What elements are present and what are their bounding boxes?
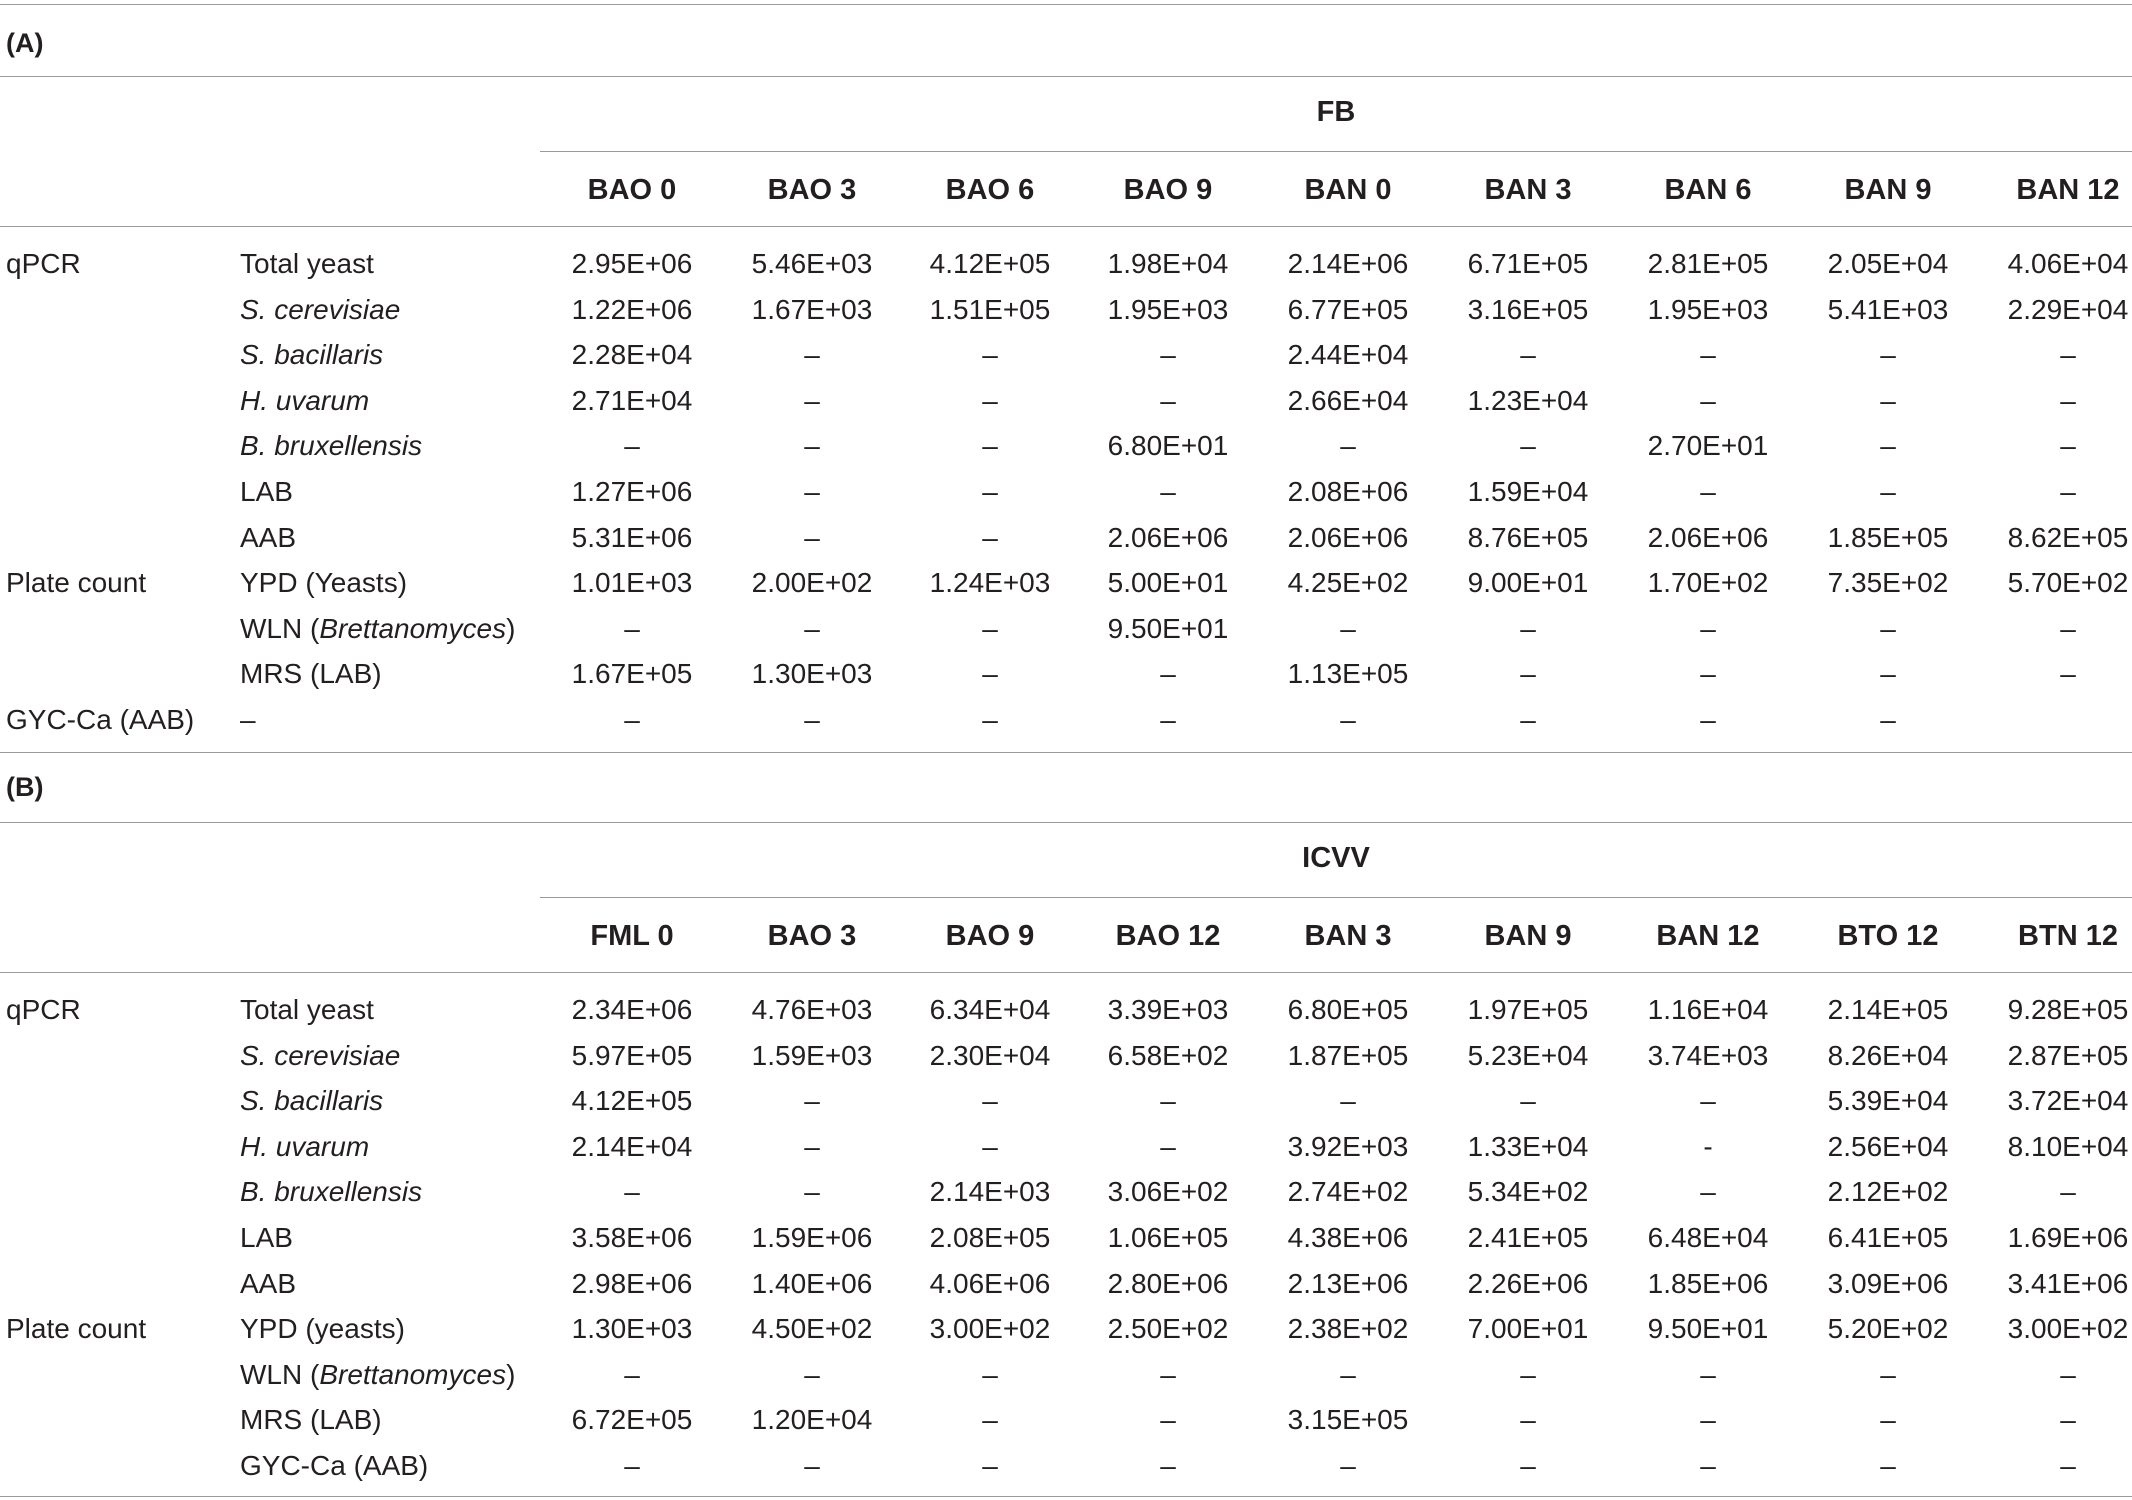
value-cell: – [1880, 658, 1896, 690]
target-cell: B. bruxellensis [240, 430, 423, 462]
value-cell: 4.76E+03 [751, 994, 873, 1025]
value-cell: – [982, 430, 998, 462]
value-cell: – [624, 1176, 640, 1208]
value-cell: – [624, 612, 640, 644]
value-cell: – [1160, 476, 1176, 507]
value-cell: – [624, 1450, 640, 1481]
value-cell: – [1880, 704, 1896, 735]
value-cell: 1.40E+06 [751, 1267, 873, 1299]
table-bottom-rule [0, 1496, 2132, 1497]
table-row [0, 651, 2132, 697]
value-cell: 3.16E+05 [1467, 293, 1589, 325]
column-header: BAO 3 [767, 920, 857, 952]
target-cell: MRS (LAB) [240, 1404, 382, 1436]
value-cell: – [1880, 1358, 1896, 1390]
value-cell: 3.58E+06 [571, 1222, 693, 1253]
value-cell: 2.50E+02 [1107, 1313, 1229, 1345]
table-row [0, 241, 2132, 287]
value-cell: – [624, 1358, 640, 1390]
value-cell: – [804, 384, 820, 416]
value-cell: – [1160, 704, 1176, 735]
value-cell: 2.28E+04 [571, 339, 693, 371]
value-cell: 2.08E+06 [1287, 476, 1409, 507]
value-cell: 1.22E+06 [571, 293, 693, 325]
table-row [0, 1443, 2132, 1489]
table-row [0, 423, 2132, 469]
value-cell: – [1880, 384, 1896, 416]
method-cell: Plate count [6, 1313, 147, 1345]
header-rule [0, 226, 2132, 227]
value-cell: – [2060, 1404, 2076, 1436]
value-cell: – [1880, 430, 1896, 462]
value-cell: 2.87E+05 [2007, 1039, 2129, 1071]
value-cell: – [1700, 476, 1716, 507]
target-cell: LAB [240, 1222, 293, 1253]
table-row [0, 469, 2132, 515]
value-cell: 2.13E+06 [1287, 1267, 1409, 1299]
table-row [0, 987, 2132, 1033]
value-cell: – [1160, 1085, 1176, 1117]
value-cell: 8.10E+04 [2007, 1130, 2129, 1162]
value-cell: 2.56E+04 [1827, 1130, 1949, 1162]
value-cell: 5.97E+05 [571, 1039, 693, 1071]
table-row [0, 697, 2132, 743]
value-cell: – [982, 521, 998, 553]
value-cell: 3.09E+06 [1827, 1267, 1949, 1299]
column-header: BAO 9 [945, 920, 1035, 952]
target-cell: YPD (Yeasts) [240, 567, 408, 599]
header-rule [0, 972, 2132, 973]
value-cell: 4.50E+02 [751, 1313, 873, 1345]
target-cell: LAB [240, 476, 293, 507]
value-cell: – [2060, 476, 2076, 507]
value-cell: 1.95E+03 [1647, 293, 1769, 325]
target-cell: MRS (LAB) [240, 658, 382, 690]
value-cell: – [2060, 339, 2076, 371]
target-cell: S. bacillaris [240, 339, 384, 371]
value-cell: – [804, 339, 820, 371]
value-cell: 5.70E+02 [2007, 567, 2129, 599]
value-cell: 2.70E+01 [1647, 430, 1769, 462]
target-cell: WLN (Brettanomyces) [240, 1358, 516, 1390]
value-cell: 2.30E+04 [929, 1039, 1051, 1071]
value-cell: – [1880, 476, 1896, 507]
value-cell: 5.39E+04 [1827, 1085, 1949, 1117]
column-header: BAN 3 [1484, 174, 1572, 206]
group-header: ICVV [1302, 842, 1370, 874]
value-cell: 3.72E+04 [2007, 1085, 2129, 1117]
value-cell: 5.00E+01 [1107, 567, 1229, 599]
value-cell: – [1520, 339, 1536, 371]
value-cell: 2.34E+06 [571, 994, 693, 1025]
column-header: BTO 12 [1837, 920, 1939, 952]
value-cell: – [2060, 612, 2076, 644]
method-cell: qPCR [6, 248, 81, 279]
value-cell: 3.74E+03 [1647, 1039, 1769, 1071]
group-rule [540, 151, 2132, 152]
value-cell: – [1520, 658, 1536, 690]
value-cell: – [1160, 1358, 1176, 1390]
value-cell: 2.26E+06 [1467, 1267, 1589, 1299]
value-cell: 2.41E+05 [1467, 1222, 1589, 1253]
value-cell: 1.27E+06 [571, 476, 693, 507]
value-cell: 8.26E+04 [1827, 1039, 1949, 1071]
target-cell: H. uvarum [240, 384, 370, 416]
value-cell: 1.24E+03 [929, 567, 1051, 599]
value-cell: – [982, 1358, 998, 1390]
value-cell: – [1520, 704, 1536, 735]
column-header: BAN 9 [1484, 920, 1572, 952]
target-cell: YPD (yeasts) [240, 1313, 405, 1345]
target-cell: – [240, 704, 256, 735]
table-row [0, 378, 2132, 424]
value-cell: 1.20E+04 [751, 1404, 873, 1436]
target-cell: S. cerevisiae [240, 1039, 401, 1071]
value-cell: – [982, 1085, 998, 1117]
column-header: BAO 0 [587, 174, 677, 206]
value-cell: – [1340, 430, 1356, 462]
value-cell: 8.76E+05 [1467, 521, 1589, 553]
value-cell: – [1700, 704, 1716, 735]
table-bottom-rule [0, 752, 2132, 753]
value-cell: 6.77E+05 [1287, 293, 1409, 325]
value-cell: 6.80E+05 [1287, 994, 1409, 1025]
value-cell: 3.00E+02 [929, 1313, 1051, 1345]
section-label: (B) [6, 772, 44, 802]
table-row [0, 1124, 2132, 1170]
value-cell: – [1160, 339, 1176, 371]
target-cell: S. bacillaris [240, 1085, 384, 1117]
genus-name: Brettanomyces [319, 1358, 507, 1390]
value-cell: 6.72E+05 [571, 1404, 693, 1436]
value-cell: 2.38E+02 [1287, 1313, 1409, 1345]
value-cell: – [1880, 612, 1896, 644]
column-header: BAN 0 [1304, 174, 1392, 206]
value-cell: – [1880, 1450, 1896, 1481]
value-cell: 5.41E+03 [1827, 293, 1949, 325]
value-cell: 2.44E+04 [1287, 339, 1409, 371]
column-header: BAN 3 [1304, 920, 1392, 952]
table-row [0, 1078, 2132, 1124]
value-cell: – [2060, 658, 2076, 690]
value-cell: – [1160, 1450, 1176, 1481]
column-header: BAO 12 [1115, 920, 1221, 952]
value-cell: 1.98E+04 [1107, 248, 1229, 279]
value-cell: – [804, 1176, 820, 1208]
value-cell: – [804, 1450, 820, 1481]
value-cell: – [1700, 1358, 1716, 1390]
value-cell: 1.59E+03 [751, 1039, 873, 1071]
genus-name: Brettanomyces [319, 612, 507, 644]
table-row [0, 1169, 2132, 1215]
value-cell: 3.41E+06 [2007, 1267, 2129, 1299]
target-cell: WLN (Brettanomyces) [240, 612, 516, 644]
value-cell: – [982, 1404, 998, 1436]
value-cell: 8.62E+05 [2007, 521, 2129, 553]
group-rule [540, 897, 2132, 898]
value-cell: – [1160, 384, 1176, 416]
value-cell: – [804, 612, 820, 644]
value-cell: 3.39E+03 [1107, 994, 1229, 1025]
value-cell: 2.80E+06 [1107, 1267, 1229, 1299]
value-cell: – [982, 704, 998, 735]
value-cell: 1.16E+04 [1647, 994, 1769, 1025]
value-cell: 1.33E+04 [1467, 1130, 1589, 1162]
target-cell: B. bruxellensis [240, 1176, 423, 1208]
target-cell: Total yeast [240, 994, 374, 1025]
target-cell: Total yeast [240, 248, 374, 279]
value-cell: 2.14E+05 [1827, 994, 1949, 1025]
value-cell: 1.30E+03 [751, 658, 873, 690]
column-header: BAN 12 [2016, 174, 2120, 206]
value-cell: 9.28E+05 [2007, 994, 2129, 1025]
value-cell: 4.25E+02 [1287, 567, 1409, 599]
value-cell: 5.46E+03 [751, 248, 873, 279]
method-cell: qPCR [6, 994, 81, 1025]
value-cell: 1.67E+03 [751, 293, 873, 325]
value-cell: – [1880, 1404, 1896, 1436]
value-cell: – [1160, 658, 1176, 690]
column-header: FML 0 [590, 920, 674, 952]
value-cell: 1.59E+06 [751, 1222, 873, 1253]
value-cell: – [2060, 1176, 2076, 1208]
value-cell: 9.00E+01 [1467, 567, 1589, 599]
value-cell: 1.06E+05 [1107, 1222, 1229, 1253]
value-cell: 4.06E+04 [2007, 248, 2129, 279]
column-header: BAO 6 [945, 174, 1035, 206]
value-cell: – [804, 476, 820, 507]
section-rule [0, 76, 2132, 77]
value-cell: 3.15E+05 [1287, 1404, 1409, 1436]
value-cell: 1.23E+04 [1467, 384, 1589, 416]
value-cell: – [1340, 1085, 1356, 1117]
value-cell: – [2060, 1358, 2076, 1390]
table-row [0, 1306, 2132, 1352]
value-cell: – [982, 612, 998, 644]
table-row [0, 560, 2132, 606]
value-cell: 6.80E+01 [1107, 430, 1229, 462]
value-cell: 1.85E+06 [1647, 1267, 1769, 1299]
value-cell: – [1340, 612, 1356, 644]
group-header: FB [1316, 96, 1356, 128]
value-cell: – [2060, 1450, 2076, 1481]
target-cell: AAB [240, 1267, 297, 1299]
value-cell: 4.12E+05 [571, 1085, 693, 1117]
column-header: BTN 12 [2018, 920, 2118, 952]
section-rule [0, 822, 2132, 823]
value-cell: 2.98E+06 [571, 1267, 693, 1299]
value-cell: 2.14E+06 [1287, 248, 1409, 279]
value-cell: 1.85E+05 [1827, 521, 1949, 553]
value-cell: 2.06E+06 [1647, 521, 1769, 553]
value-cell: – [1520, 1085, 1536, 1117]
value-cell: 7.00E+01 [1467, 1313, 1589, 1345]
table-row [0, 1033, 2132, 1079]
value-cell: – [804, 1085, 820, 1117]
value-cell: 1.87E+05 [1287, 1039, 1409, 1071]
value-cell: 1.69E+06 [2007, 1222, 2129, 1253]
value-cell: 2.29E+04 [2007, 293, 2129, 325]
value-cell: – [1340, 704, 1356, 735]
value-cell: – [624, 430, 640, 462]
value-cell: 9.50E+01 [1647, 1313, 1769, 1345]
value-cell: 2.12E+02 [1827, 1176, 1949, 1208]
method-cell: Plate count [6, 567, 147, 599]
value-cell: 2.05E+04 [1827, 248, 1949, 279]
value-cell: – [1520, 1358, 1536, 1390]
value-cell: 2.95E+06 [571, 248, 693, 279]
value-cell: 5.23E+04 [1467, 1039, 1589, 1071]
value-cell: – [1520, 1450, 1536, 1481]
table-row [0, 515, 2132, 561]
value-cell: 4.12E+05 [929, 248, 1051, 279]
value-cell: 2.71E+04 [571, 384, 693, 416]
value-cell: – [982, 339, 998, 371]
value-cell: 6.71E+05 [1467, 248, 1589, 279]
value-cell: – [804, 1130, 820, 1162]
table-row [0, 1352, 2132, 1398]
value-cell: – [1520, 1404, 1536, 1436]
value-cell: – [2060, 430, 2076, 462]
table-row [0, 1215, 2132, 1261]
value-cell: 2.14E+04 [571, 1130, 693, 1162]
value-cell: – [1520, 430, 1536, 462]
value-cell: 2.66E+04 [1287, 384, 1409, 416]
column-header: BAN 6 [1664, 174, 1752, 206]
value-cell: 2.08E+05 [929, 1222, 1051, 1253]
value-cell: 1.01E+03 [571, 567, 693, 599]
value-cell: – [2060, 384, 2076, 416]
value-cell: 2.06E+06 [1287, 521, 1409, 553]
value-cell: – [982, 1130, 998, 1162]
value-cell: – [804, 521, 820, 553]
value-cell: – [1880, 339, 1896, 371]
value-cell: 1.13E+05 [1287, 658, 1409, 690]
value-cell: 5.34E+02 [1467, 1176, 1589, 1208]
value-cell: 6.48E+04 [1647, 1222, 1769, 1253]
target-cell: H. uvarum [240, 1130, 370, 1162]
value-cell: – [1340, 1358, 1356, 1390]
column-header: BAO 3 [767, 174, 857, 206]
value-cell: 3.92E+03 [1287, 1130, 1409, 1162]
value-cell: 6.34E+04 [929, 994, 1051, 1025]
value-cell: 5.31E+06 [571, 521, 693, 553]
value-cell: – [1700, 612, 1716, 644]
value-cell: 1.97E+05 [1467, 994, 1589, 1025]
value-cell: 7.35E+02 [1827, 567, 1949, 599]
table-top-rule [0, 4, 2132, 5]
table-row [0, 606, 2132, 652]
column-header: BAN 9 [1844, 174, 1932, 206]
value-cell: – [1700, 1176, 1716, 1208]
column-header: BAO 9 [1123, 174, 1213, 206]
column-header: BAN 12 [1656, 920, 1760, 952]
value-cell: 3.06E+02 [1107, 1176, 1229, 1208]
value-cell: – [982, 384, 998, 416]
target-cell: GYC-Ca (AAB) [240, 1450, 429, 1481]
value-cell: – [804, 1358, 820, 1390]
value-cell: 2.81E+05 [1647, 248, 1769, 279]
value-cell: – [804, 704, 820, 735]
value-cell: 2.06E+06 [1107, 521, 1229, 553]
value-cell: – [1700, 339, 1716, 371]
value-cell: 2.00E+02 [751, 567, 873, 599]
value-cell: – [982, 476, 998, 507]
method-cell: GYC-Ca (AAB) [6, 704, 195, 735]
value-cell: 2.74E+02 [1287, 1176, 1409, 1208]
value-cell: - [1703, 1130, 1713, 1162]
value-cell: – [982, 1450, 998, 1481]
value-cell: 3.00E+02 [2007, 1313, 2129, 1345]
value-cell: 1.59E+04 [1467, 476, 1589, 507]
value-cell: 9.50E+01 [1107, 612, 1229, 644]
value-cell: – [624, 704, 640, 735]
value-cell: 6.41E+05 [1827, 1222, 1949, 1253]
value-cell: 1.67E+05 [571, 658, 693, 690]
value-cell: – [1340, 1450, 1356, 1481]
value-cell: 2.14E+03 [929, 1176, 1051, 1208]
value-cell: 1.95E+03 [1107, 293, 1229, 325]
value-cell: – [1700, 384, 1716, 416]
target-cell: S. cerevisiae [240, 293, 401, 325]
value-cell: – [1700, 1450, 1716, 1481]
value-cell: 1.51E+05 [929, 293, 1051, 325]
value-cell: 1.30E+03 [571, 1313, 693, 1345]
value-cell: – [1700, 1085, 1716, 1117]
value-cell: – [1160, 1130, 1176, 1162]
value-cell: 4.38E+06 [1287, 1222, 1409, 1253]
table-row [0, 1397, 2132, 1443]
value-cell: – [982, 658, 998, 690]
value-cell: – [804, 430, 820, 462]
value-cell: – [1160, 1404, 1176, 1436]
target-cell: AAB [240, 521, 297, 553]
value-cell: 5.20E+02 [1827, 1313, 1949, 1345]
value-cell: – [1700, 658, 1716, 690]
section-label: (A) [6, 28, 44, 58]
value-cell: 1.70E+02 [1647, 567, 1769, 599]
table-row [0, 287, 2132, 333]
value-cell: 6.58E+02 [1107, 1039, 1229, 1071]
value-cell: 4.06E+06 [929, 1267, 1051, 1299]
table-row [0, 1261, 2132, 1307]
table-row [0, 332, 2132, 378]
value-cell: – [1520, 612, 1536, 644]
value-cell: – [1700, 1404, 1716, 1436]
